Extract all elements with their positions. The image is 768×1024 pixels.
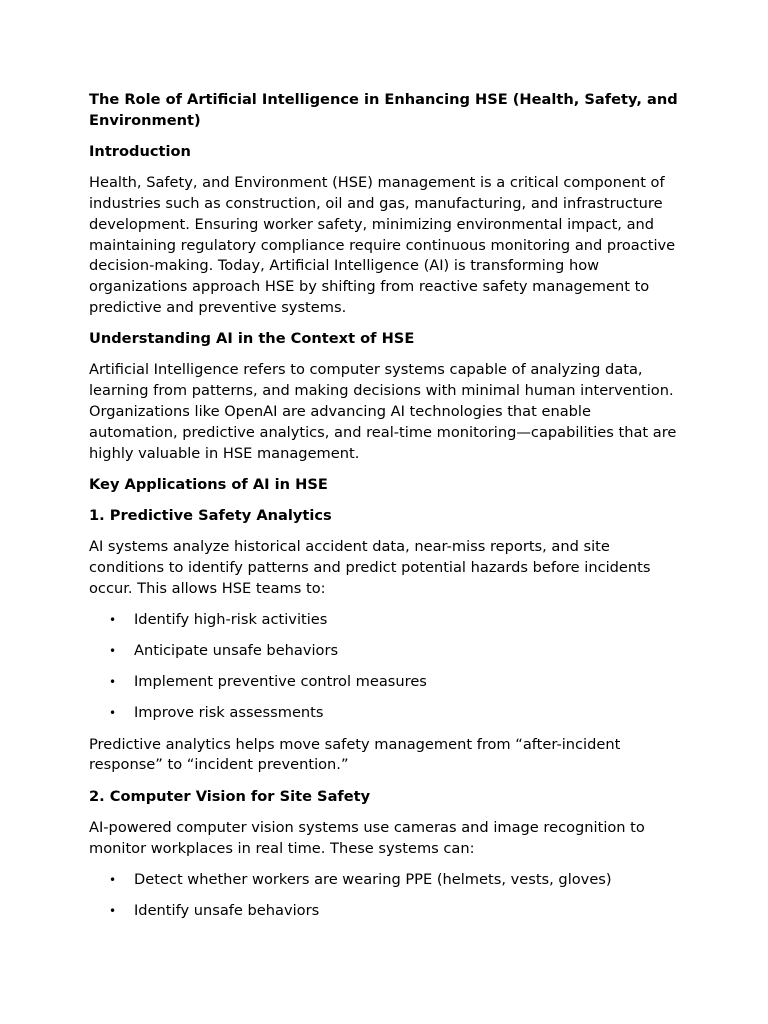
list-item	[89, 641, 679, 662]
list-item	[89, 703, 679, 724]
bullet-icon: •	[109, 872, 117, 887]
document-title: The Role of Artificial Intelligence in Enhancing HSE (Health, Safety, and Environment)	[89, 91, 678, 129]
section-heading-understanding-ai: Understanding AI in the Context of HSE	[89, 330, 415, 348]
paragraph-introduction: Health, Safety, and Environment (HSE) management is a critical component of industries such as construction, oil and gas, manufacturing, and infrastructure development. Ensuring worker safety, minimizing environmental impact, and maintaining regulatory compliance require continuous monitoring and proactive decision-making. Today, Artificial Intelligence (AI) is transforming how organizations approach HSE by shifting from reactive safety management to predictive and preventive systems.	[89, 174, 676, 316]
bullet-list-vision	[89, 870, 679, 922]
paragraph-computer-vision: AI-powered computer vision systems use cameras and image recognition to monitor workplaces in real time. These systems can:	[89, 818, 645, 857]
document-page	[89, 90, 679, 932]
bullet-icon: •	[109, 706, 117, 721]
section-heading-key-applications: Key Applications of AI in HSE	[89, 475, 328, 493]
list-item-text: Identify unsafe behaviors	[134, 901, 320, 919]
list-item-text: Implement preventive control measures	[134, 673, 427, 691]
list-item-text: Improve risk assessments	[134, 704, 324, 722]
subsection-heading-computer-vision: 2. Computer Vision for Site Safety	[89, 787, 371, 805]
section-heading-introduction: Introduction	[89, 142, 191, 160]
subsection-heading-predictive-analytics: 1. Predictive Safety Analytics	[89, 506, 332, 524]
bullet-icon: •	[109, 903, 117, 918]
paragraph-predictive-summary: Predictive analytics helps move safety management from “after-incident response” to “incident prevention.”	[89, 735, 621, 774]
bullet-icon: •	[109, 612, 117, 627]
list-item	[89, 901, 679, 922]
list-item	[89, 610, 679, 631]
bullet-icon: •	[109, 675, 117, 690]
bullet-list-predictive	[89, 610, 679, 724]
list-item-text: Anticipate unsafe behaviors	[134, 642, 339, 660]
paragraph-predictive-analytics: AI systems analyze historical accident data, near-miss reports, and site conditions to identify patterns and predict potential hazards before incidents occur. This allows HSE teams to:	[89, 538, 651, 597]
list-item	[89, 672, 679, 693]
bullet-icon: •	[109, 644, 117, 659]
list-item-text: Identify high-risk activities	[134, 610, 328, 628]
paragraph-understanding-ai: Artificial Intelligence refers to computer systems capable of analyzing data, learning from patterns, and making decisions with minimal human intervention. Organizations like OpenAI are advancing AI technologies that enable automation, predictive analytics, and real-time monitoring—capabilities that are highly valuable in HSE management.	[89, 361, 677, 462]
list-item	[89, 870, 679, 891]
list-item-text: Detect whether workers are wearing PPE (helmets, vests, gloves)	[134, 870, 612, 888]
